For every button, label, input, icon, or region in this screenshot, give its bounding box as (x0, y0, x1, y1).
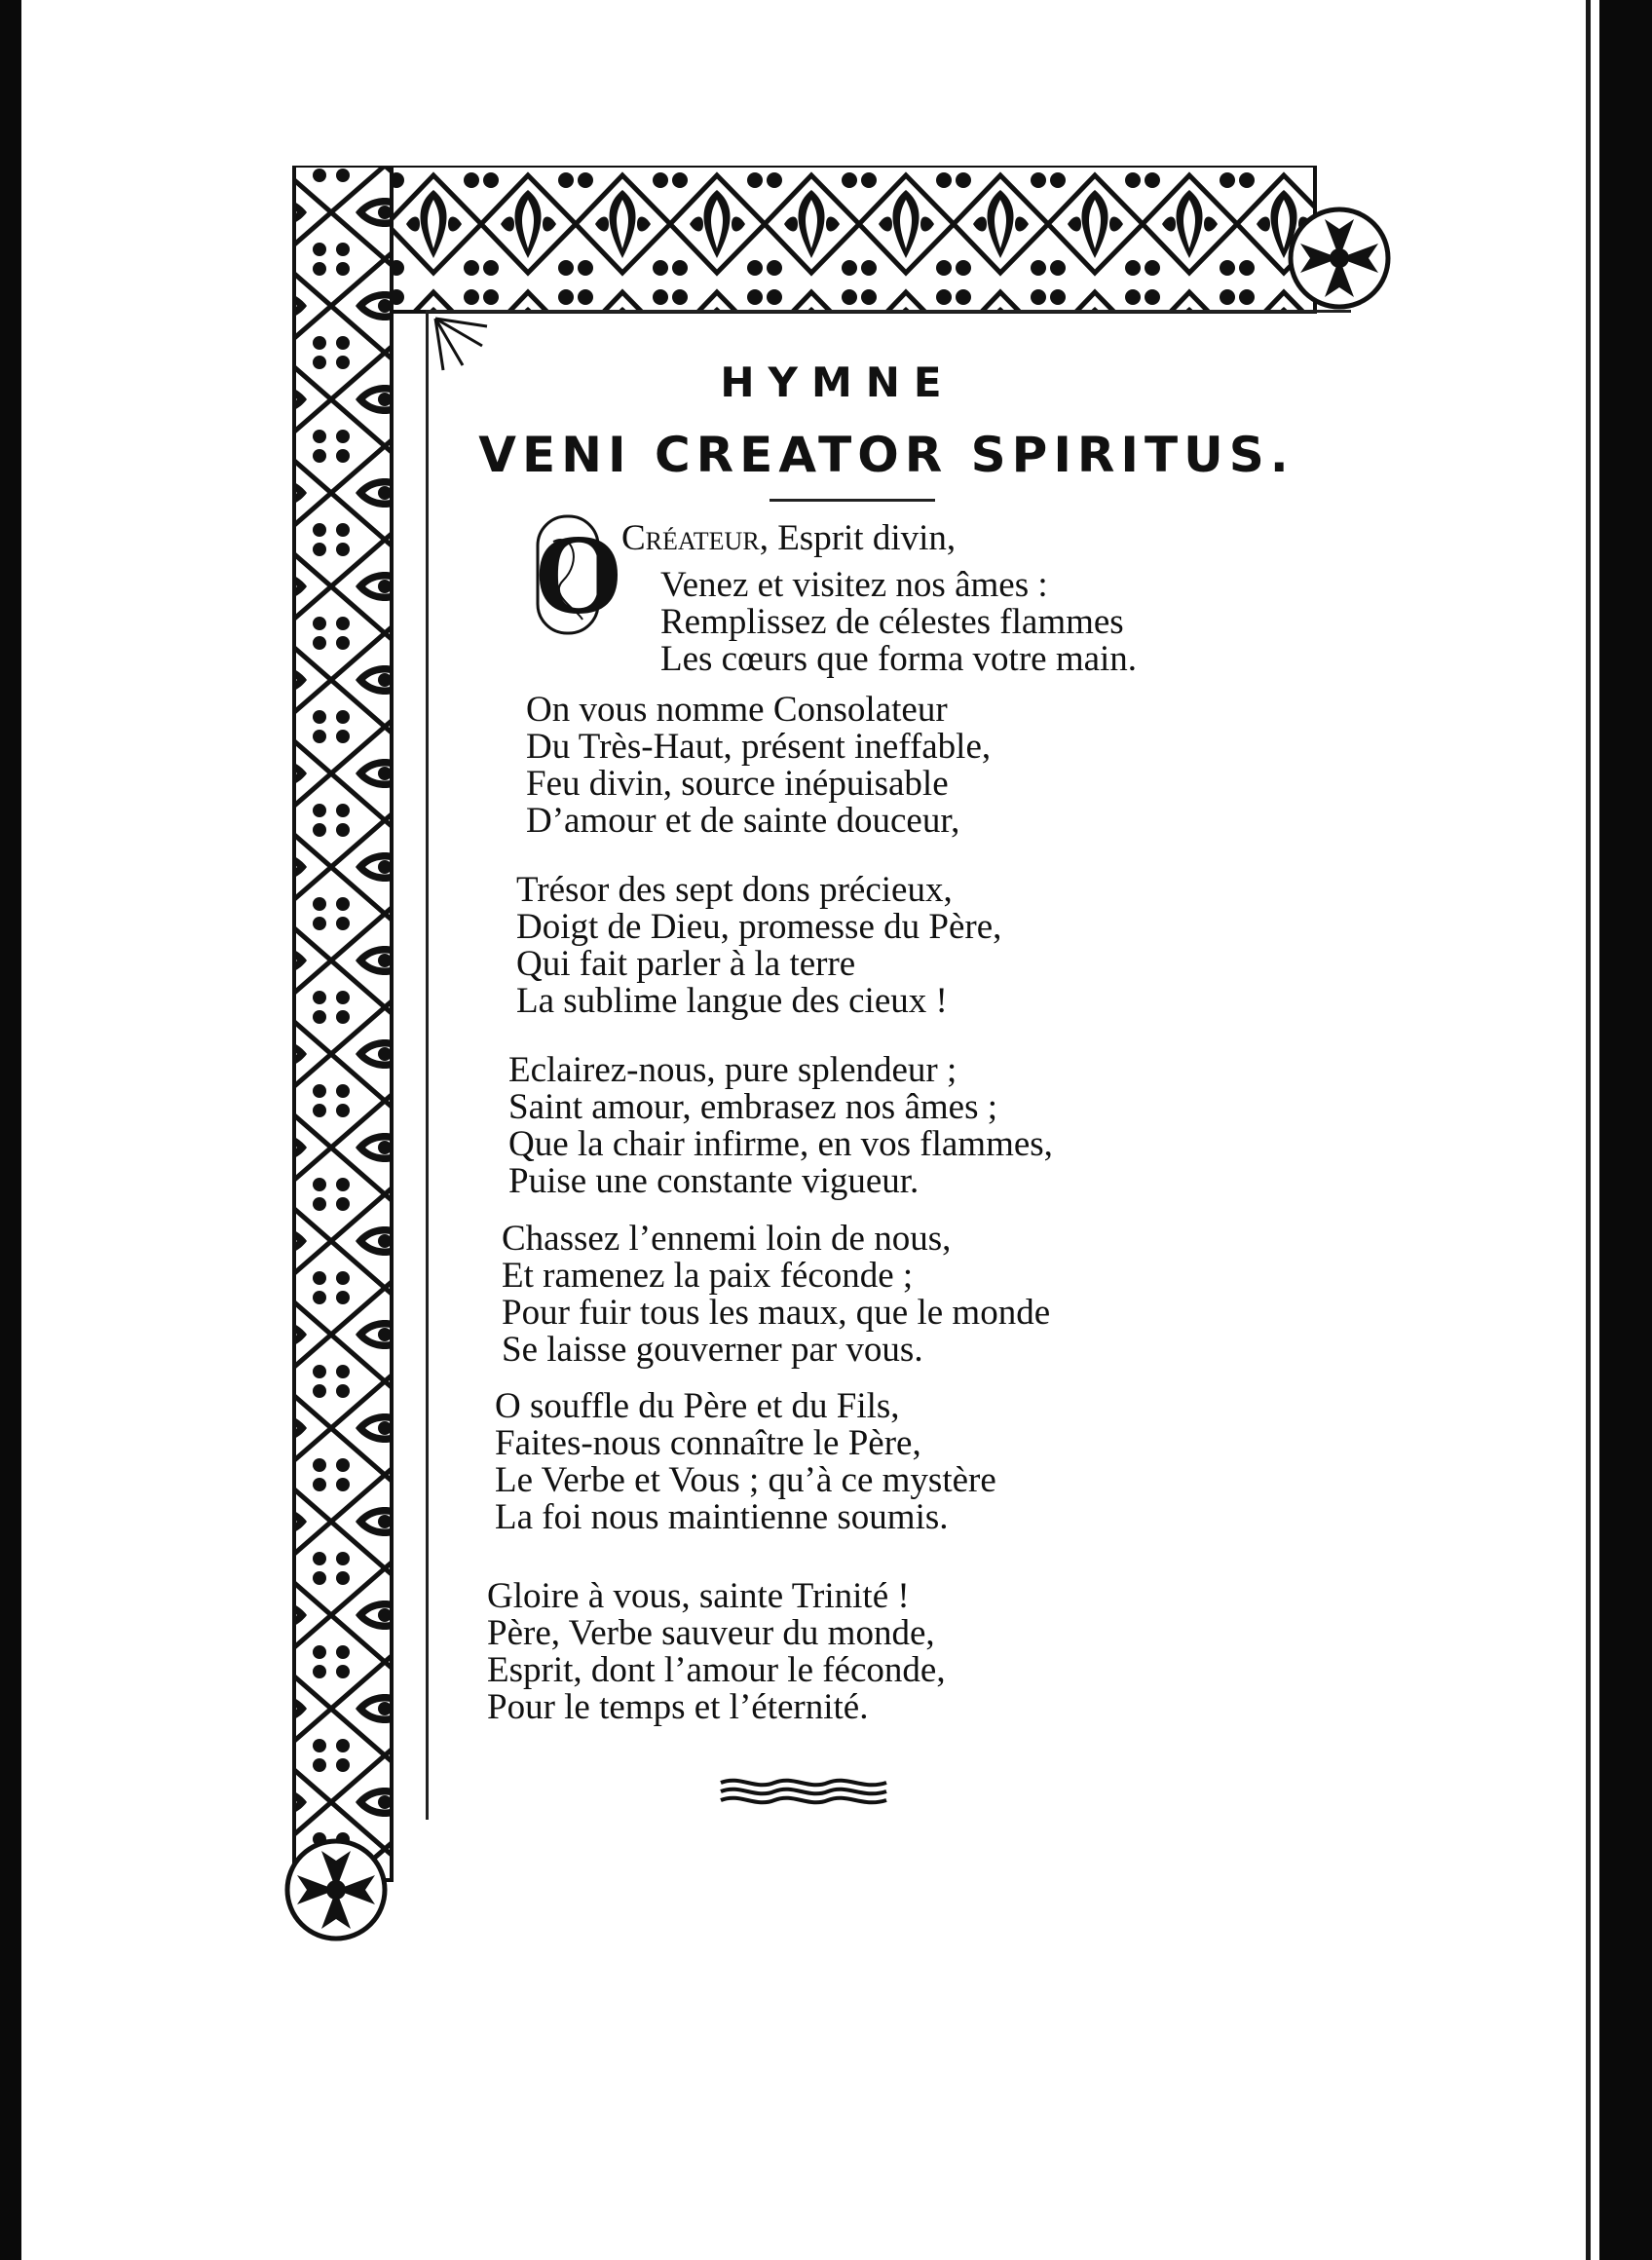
stanza-line: Venez et visitez nos âmes : (660, 565, 1048, 605)
wavy-line-ornament-icon (716, 1775, 891, 1808)
stanza-1 (621, 520, 956, 557)
acanthus-border-left-icon (224, 166, 394, 1948)
stanza-line: O souffle du Père et du Fils, (495, 1386, 900, 1426)
scan-edge-left (0, 0, 21, 2260)
stanza-line: D’amour et de sainte douceur, (526, 801, 960, 841)
stanza-line: La foi nous maintienne soumis. (495, 1497, 949, 1537)
stanza-line: Remplissez de célestes flammes (660, 602, 1124, 642)
stanza-3 (516, 872, 1001, 1020)
stanza-line: Le Verbe et Vous ; qu’à ce mystère (495, 1460, 996, 1500)
stanza-2 (526, 692, 991, 840)
stanza-line: Puise une constante vigueur. (508, 1161, 920, 1201)
stanza-line: Se laisse gouverner par vous. (502, 1330, 923, 1370)
stanza-line: Pour le temps et l’éternité. (487, 1687, 869, 1727)
stanza-line: Trésor des sept dons précieux, (516, 870, 953, 910)
stanza-line: Les cœurs que forma votre main. (660, 639, 1138, 679)
stanza-line: Feu divin, source inépuisable (526, 764, 949, 804)
stanza-line: Pour fuir tous les maux, que le monde (502, 1293, 1051, 1333)
stanza-line: Faites-nous connaître le Père, (495, 1423, 921, 1463)
scan-edge-right (1599, 0, 1652, 2260)
stanza-7 (487, 1578, 946, 1726)
stanza-line: Gloire à vous, sainte Trinité ! (487, 1576, 910, 1616)
ornamental-initial-icon (534, 510, 623, 638)
frame-line-left (426, 310, 429, 1820)
lead-small-caps: Créateur (621, 518, 760, 558)
stanza-5 (502, 1221, 1050, 1369)
stanza-line: Que la chair infirme, en vos flammes, (508, 1124, 1053, 1164)
lead-rest: , Esprit divin, (759, 518, 957, 558)
stanza-line: La sublime langue des cieux ! (516, 981, 948, 1021)
stanza-4 (508, 1052, 1053, 1200)
stanza-line: Du Très-Haut, présent ineffable, (526, 727, 992, 767)
title-divider (770, 499, 935, 502)
frame-line-top (426, 310, 1351, 313)
stanza-line: Saint amour, embrasez nos âmes ; (508, 1087, 997, 1127)
stanza-line: Qui fait parler à la terre (516, 944, 856, 984)
stanza-line: Doigt de Dieu, promesse du Père, (516, 907, 1002, 947)
scan-edge-line (1586, 0, 1591, 2260)
stanza-line: Chassez l’ennemi loin de nous, (502, 1219, 952, 1259)
drop-cap-letter: O (534, 510, 623, 638)
stanza-6 (495, 1388, 996, 1536)
stanza-line (621, 520, 956, 557)
stanza-line: Père, Verbe sauveur du monde, (487, 1613, 935, 1653)
stanza-line: Eclairez-nous, pure splendeur ; (508, 1050, 957, 1090)
hymn-title: HYMNE (720, 358, 956, 406)
stanza-line: On vous nomme Consolateur (526, 690, 948, 730)
stanza-line: Et ramenez la paix féconde ; (502, 1256, 914, 1296)
radiating-corner-star-icon (433, 317, 492, 375)
hymn-subtitle: VENI CREATOR SPIRITUS. (478, 427, 1295, 483)
stanza-line: Esprit, dont l’amour le féconde, (487, 1650, 946, 1690)
stanza-1-cont (660, 567, 1137, 678)
acanthus-border-top-icon (292, 166, 1393, 323)
